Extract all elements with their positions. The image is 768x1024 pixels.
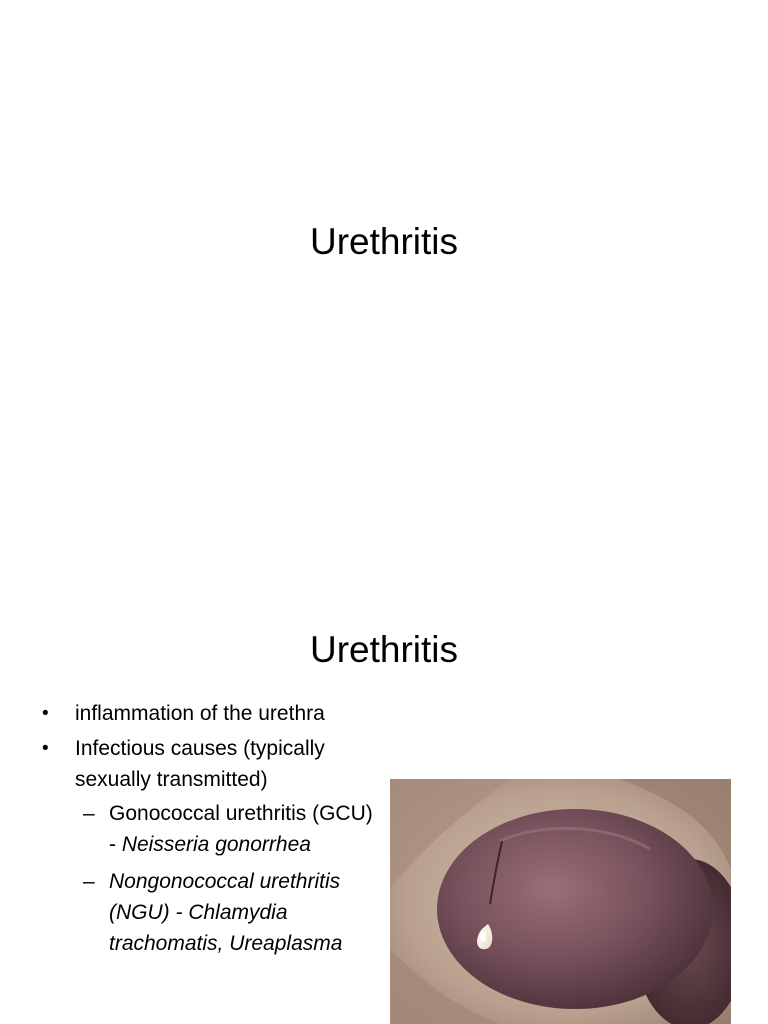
glans [437, 809, 713, 1009]
slide-2 [0, 512, 768, 1024]
bullet-marker: • [42, 703, 49, 724]
bullet-item [42, 698, 382, 729]
bullet-text: Infectious causes (typically sexually transmitted) [75, 737, 325, 791]
dash-marker: – [83, 802, 95, 825]
clinical-photo-image [390, 779, 731, 1024]
bullet-item [42, 733, 382, 959]
bullet-marker: • [42, 738, 49, 759]
slide-2-title: Urethritis [309, 629, 459, 670]
bullet-list [42, 698, 382, 965]
drop-highlight [480, 932, 486, 942]
slide-1-title: Urethritis [309, 221, 459, 262]
sub-bullet-list [75, 798, 382, 959]
sub-bullet-item [75, 866, 382, 959]
sub-bullet-italic-text: Neisseria gonorrhea [121, 833, 311, 856]
bullet-text: inflammation of the urethra [75, 702, 325, 725]
clinical-photo [390, 779, 731, 1024]
sub-bullet-item [75, 798, 382, 860]
sub-bullet-italic-text: Nongonococcal urethritis (NGU) - Chlamydia trachomatis, Ureaplasma [109, 870, 343, 955]
sub-bullet-text: Gonococcal urethritis (GCU) - [109, 802, 373, 856]
dash-marker: – [83, 870, 95, 893]
